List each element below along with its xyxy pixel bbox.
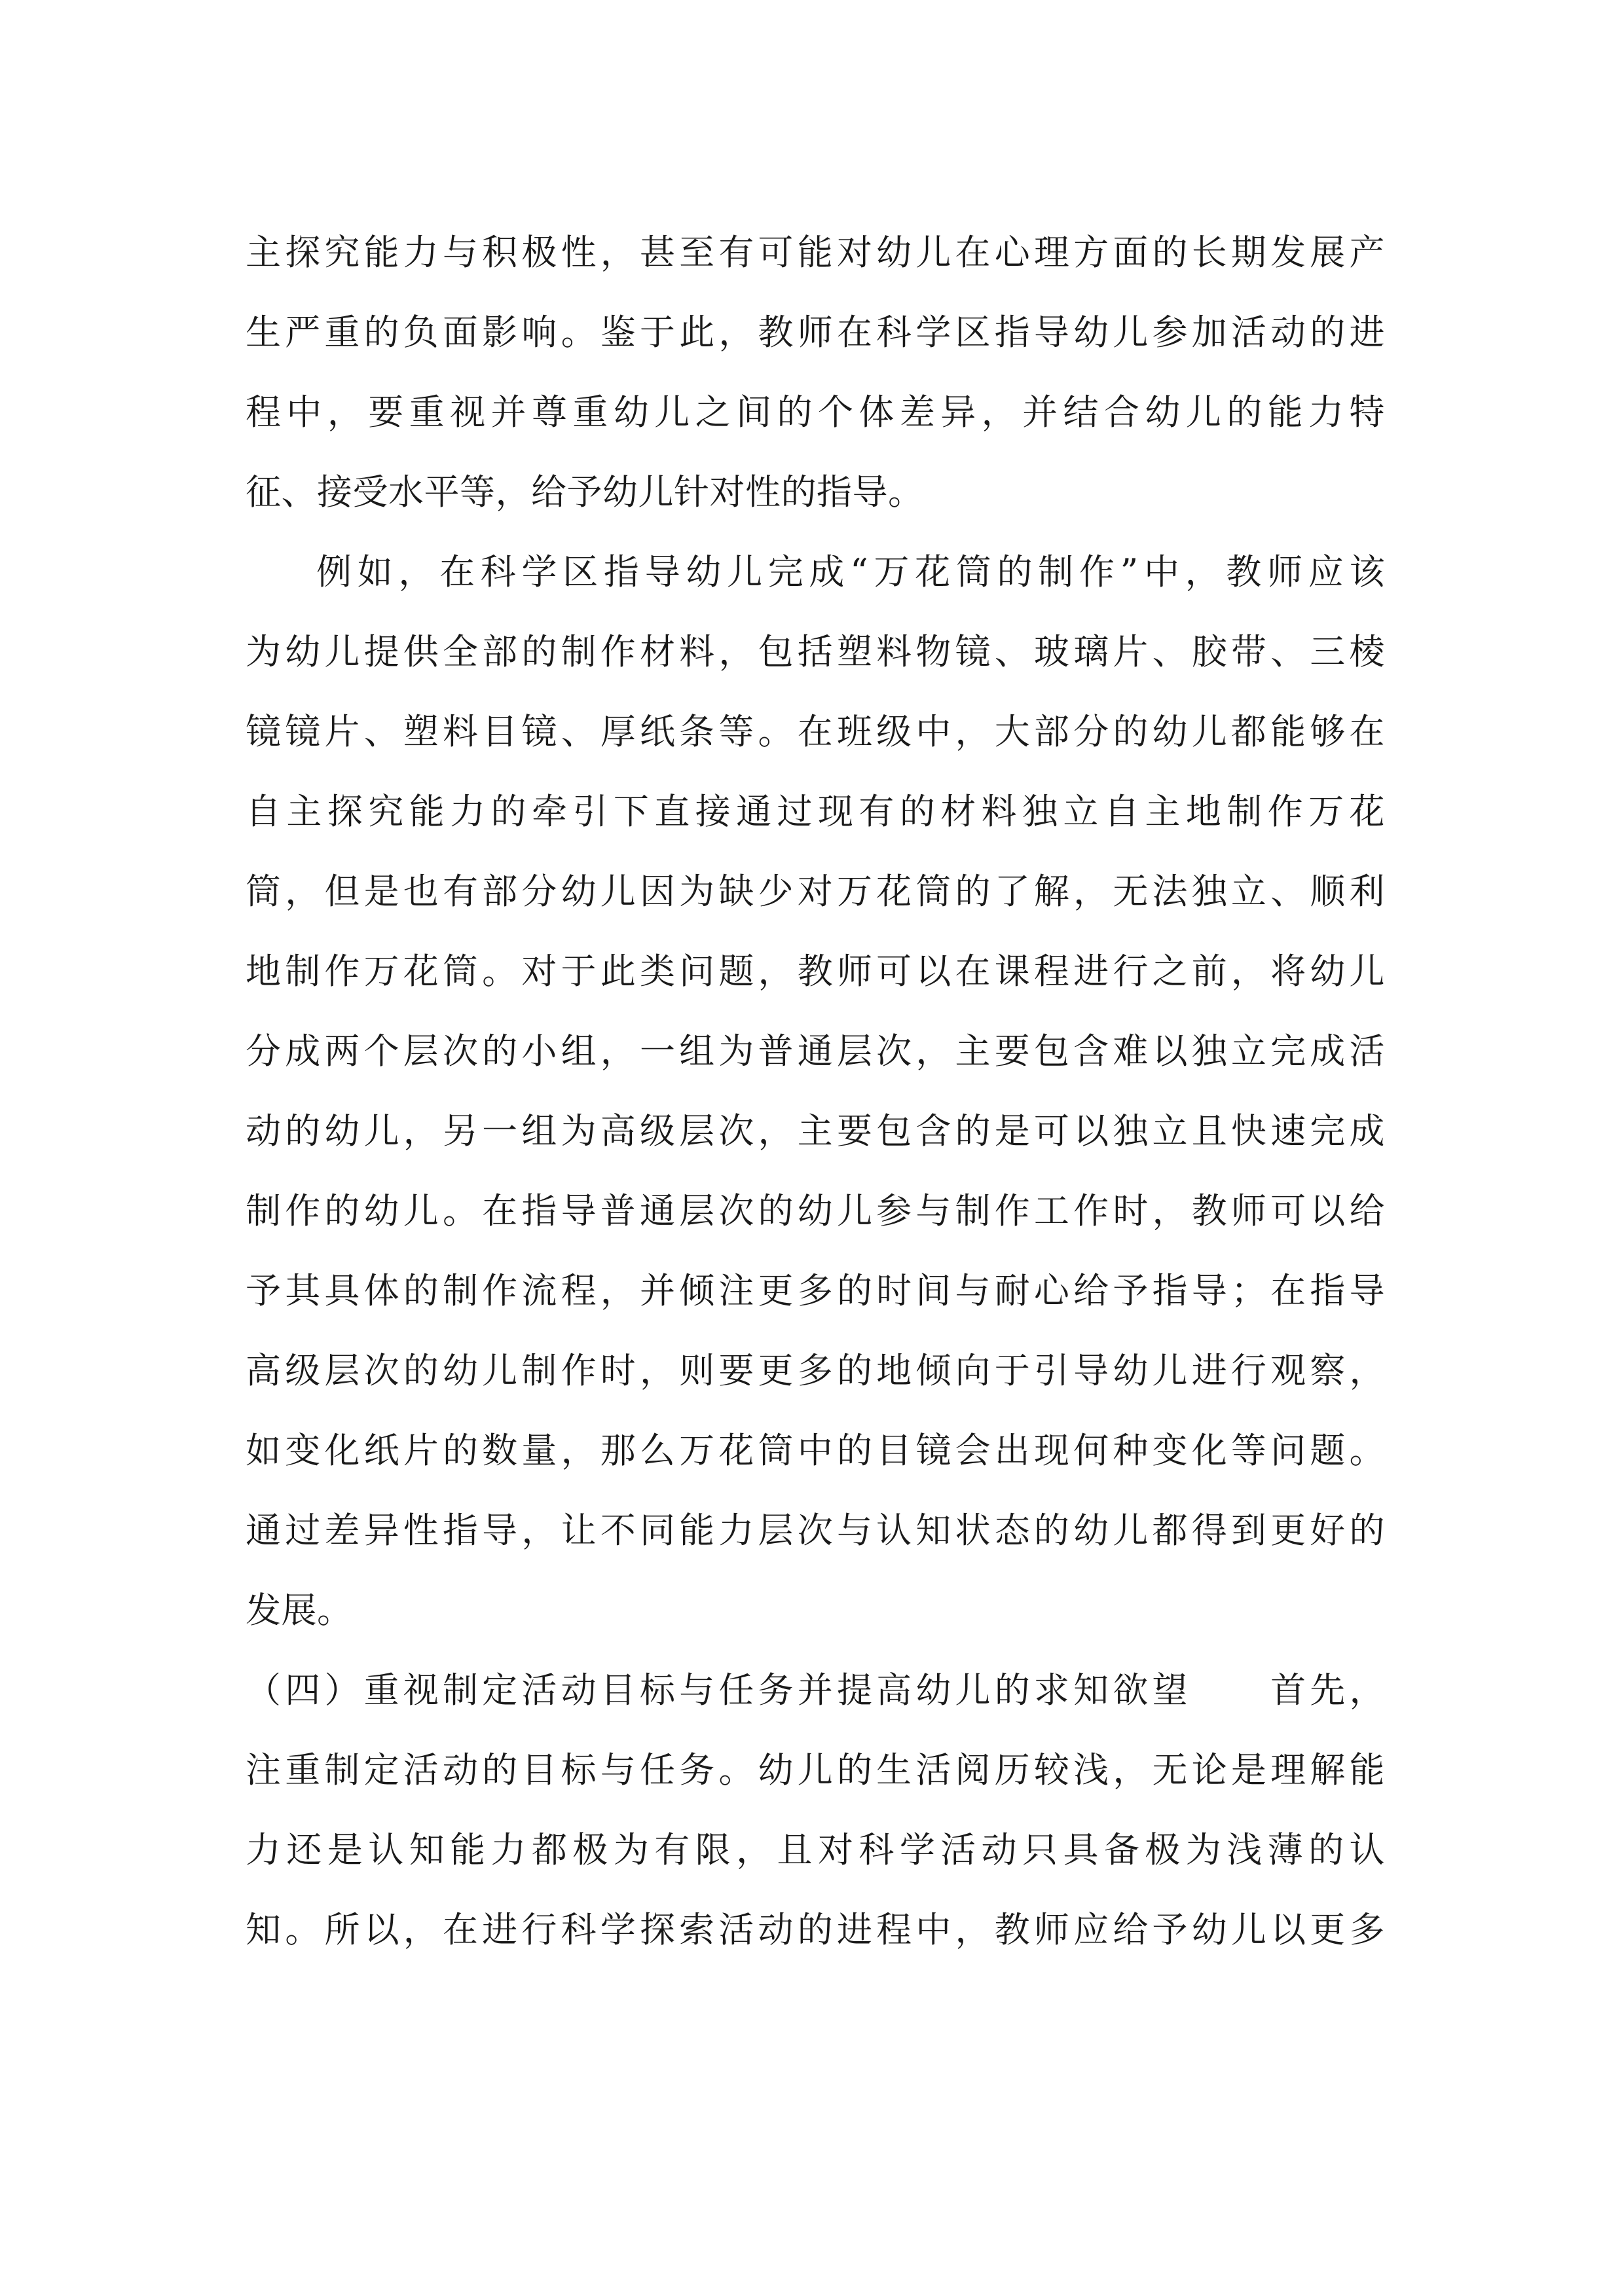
text-line: 通过差异性指导，让不同能力层次与认知状态的幼儿都得到更好的 <box>246 1510 1385 1551</box>
section-heading-line: （四）重视制定活动目标与任务并提高幼儿的求知欲望 首先， <box>246 1669 1385 1711</box>
text-line: 征、接受水平等，给予幼儿针对性的指导。 <box>246 471 924 513</box>
text-line: 力还是认知能力都极为有限，且对科学活动只具备极为浅薄的认 <box>246 1829 1385 1870</box>
text-line: 主探究能力与积极性，甚至有可能对幼儿在心理方面的长期发展产 <box>246 232 1385 273</box>
text-line: 生严重的负面影响。鉴于此，教师在科学区指导幼儿参加活动的进 <box>246 312 1385 353</box>
text-line: 分成两个层次的小组，一组为普通层次，主要包含难以独立完成活 <box>246 1030 1385 1072</box>
text-line: 知。所以，在进行科学探索活动的进程中，教师应给予幼儿以更多 <box>246 1909 1385 1950</box>
text-line: 镜镜片、塑料目镜、厚纸条等。在班级中，大部分的幼儿都能够在 <box>246 711 1385 752</box>
text-line: 如变化纸片的数量，那么万花筒中的目镜会出现何种变化等问题。 <box>246 1430 1385 1471</box>
text-line: 高级层次的幼儿制作时，则要更多的地倾向于引导幼儿进行观察， <box>246 1350 1385 1391</box>
text-line: 为幼儿提供全部的制作材料，包括塑料物镜、玻璃片、胶带、三棱 <box>246 631 1385 672</box>
text-line: 自主探究能力的牵引下直接通过现有的材料独立自主地制作万花 <box>246 791 1385 832</box>
text-line: 地制作万花筒。对于此类问题，教师可以在课程进行之前，将幼儿 <box>246 951 1385 992</box>
text-line: 程中，要重视并尊重幼儿之间的个体差异，并结合幼儿的能力特 <box>246 392 1385 433</box>
text-line: 制作的幼儿。在指导普通层次的幼儿参与制作工作时，教师可以给 <box>246 1190 1385 1231</box>
text-line: 动的幼儿，另一组为高级层次，主要包含的是可以独立且快速完成 <box>246 1110 1385 1152</box>
paragraph-first-line: 例如，在科学区指导幼儿完成“万花筒的制作”中，教师应该 <box>316 551 1385 592</box>
text-line: 注重制定活动的目标与任务。幼儿的生活阅历较浅，无论是理解能 <box>246 1749 1385 1791</box>
text-line: 予其具体的制作流程，并倾注更多的时间与耐心给予指导；在指导 <box>246 1270 1385 1311</box>
text-line: 发展。 <box>246 1590 353 1631</box>
body-text <box>246 213 1385 1970</box>
text-line: 筒，但是也有部分幼儿因为缺少对万花筒的了解，无法独立、顺利 <box>246 871 1385 912</box>
